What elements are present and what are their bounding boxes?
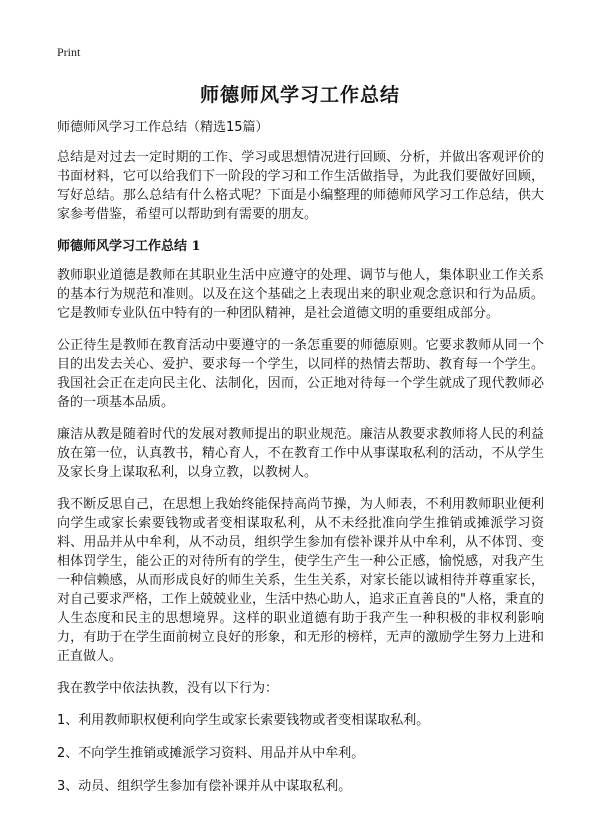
body-paragraph: 教师职业道德是教师在其职业生活中应遵守的处理、调节与他人，集体职业工作关系的基本行为规范和准则。以及在这个基础之上表现出来的职业观念意识和行为品质。它是教师专业队伍中特有的一种团队精神，是社会道德文明的重要组成部分。	[57, 268, 544, 321]
list-item: 3、动员、组织学生参加有偿补课并从中谋取私利。	[57, 779, 352, 794]
body-paragraph: 我不断反思自己，在思想上我始终能保持高尚节操，为人师表，不利用教师职业便利向学生或家长索要钱物或者变相谋取私利，从不未经批准向学生推销或摊派学习资料、用品并从中牟利，从不动员，组织学生参加有偿补课并从中牟利，从不体罚、变相体罚学生，能公正的对待所有的学生，使学生产生一种公正感，愉悦感，对我产生一种信赖感，从而形成良好的师生关系，生生关系，对家长能以诚相待并尊重家长，对自己要求严格，工作上兢兢业业，生活中热心助人，追求正直善良的"人格，秉直的人生态度和民主的思想境界。这样的职业道德有助于我产生一种积极的非权利影响力，有助于在学生面前树立良好的形象，和无形的榜样，无声的激励学生努力上进和正直做人。	[57, 497, 544, 664]
body-paragraph: 廉洁从教是随着时代的发展对教师提出的职业规范。廉洁从教要求教师将人民的利益放在第一位，认真教书，精心育人，不在教育工作中从事谋取私利的活动，不从学生及家长身上谋取私利，以身立教，以教树人。	[57, 427, 544, 480]
document-body	[57, 118, 544, 810]
document-subtitle: 师德师风学习工作总结（精选15篇）	[57, 120, 269, 135]
page-title: 师德师风学习工作总结	[199, 84, 400, 106]
intro-paragraph: 总结是对过去一定时期的工作、学习或思想情况进行回顾、分析，并做出客观评价的书面材料，它可以给我们下一阶段的学习和工作生活做指导，为此我们要做好回顾，写好总结。那么总结有什么格式呢？下面是小编整理的师德师风学习工作总结，供大家参考借鉴，希望可以帮助到有需要的朋友。	[57, 150, 544, 222]
print-link[interactable]: Print	[57, 45, 81, 59]
list-item: 2、不向学生推销或摊派学习资料、用品并从中牟利。	[57, 746, 365, 761]
body-paragraph: 我在教学中依法执教，没有以下行为：	[57, 681, 279, 696]
body-paragraph: 公正待生是教师在教育活动中要遵守的一条怎重要的师德原则。它要求教师从同一个目的出发去关心、爱护、要求每一个学生，以同样的热情去帮助、教育每一个学生。我国社会正在走向民主化、法制化，因而，公正地对待每一个学生就成了现代教师必备的一项基本品质。	[57, 338, 544, 410]
list-item: 1、利用教师职权便利向学生或家长索要钱物或者变相谋取私利。	[57, 713, 430, 728]
section-heading: 师德师风学习工作总结 1	[57, 239, 201, 254]
